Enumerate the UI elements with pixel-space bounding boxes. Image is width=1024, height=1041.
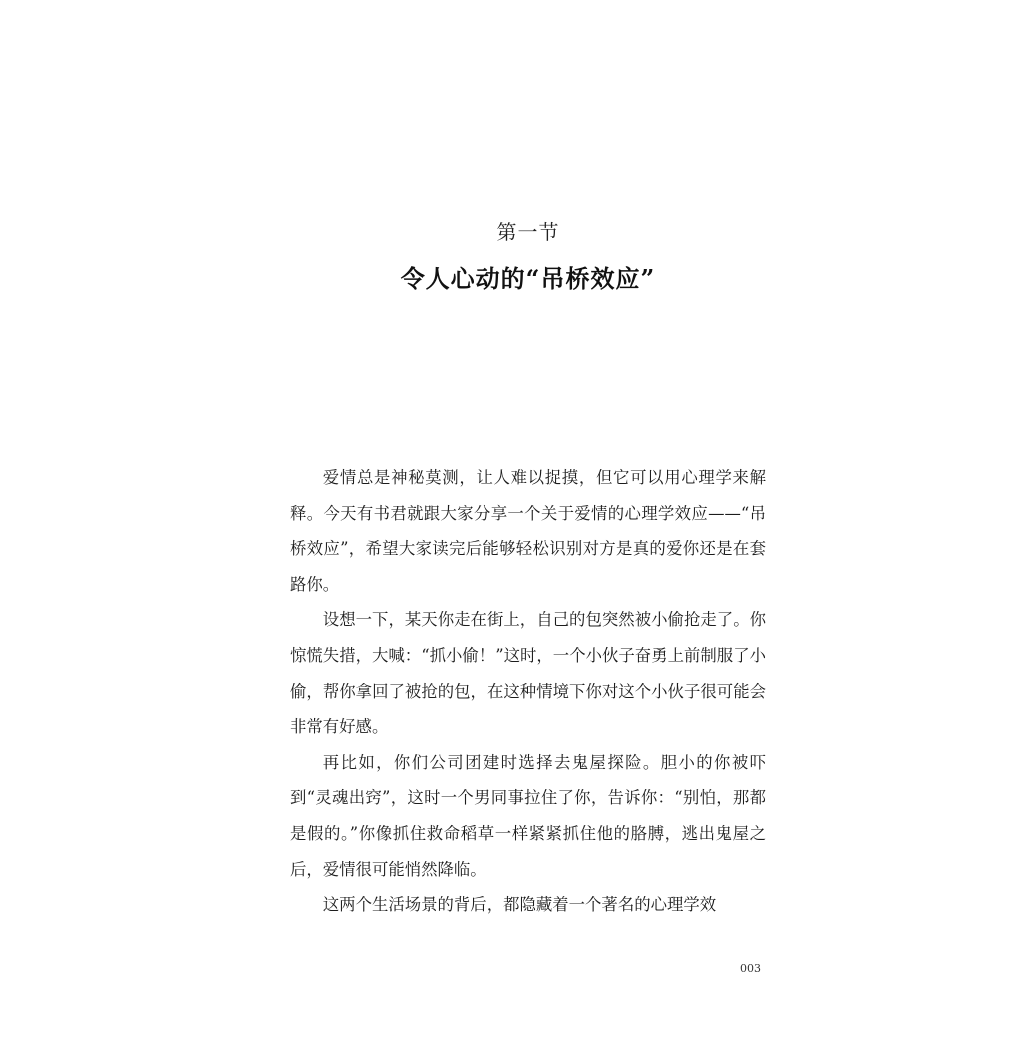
section-label: 第一节 (496, 220, 560, 244)
paragraph: 爱情总是神秘莫测，让人难以捉摸，但它可以用心理学来解释。今天有书君就跟大家分享一个关于爱情的心理学效应——“吊桥效应”，希望大家读完后能够轻松识别对方是真的爱你还是在套路你。 (290, 468, 766, 594)
paragraph: 设想一下，某天你走在街上，自己的包突然被小偷抢走了。你惊慌失措，大喊：“抓小偷！”这时，一个小伙子奋勇上前制服了小偷，帮你拿回了被抢的包，在这种情境下你对这个小伙子很可能会非常有好感。 (290, 610, 766, 737)
paragraph: 这两个生活场景的背后，都隐藏着一个著名的心理学效 (322, 895, 717, 915)
page-number: 003 (740, 962, 761, 975)
body-text (290, 460, 766, 923)
paragraph: 再比如，你们公司团建时选择去鬼屋探险。胆小的你被吓到“灵魂出窍”，这时一个男同事拉住了你，告诉你：“别怕，那都是假的。”你像抓住救命稻草一样紧紧抓住他的胳膊，逃出鬼屋之后，爱情很可能悄然降临。 (290, 752, 766, 879)
chapter-title: 令人心动的“吊桥效应” (400, 264, 656, 293)
